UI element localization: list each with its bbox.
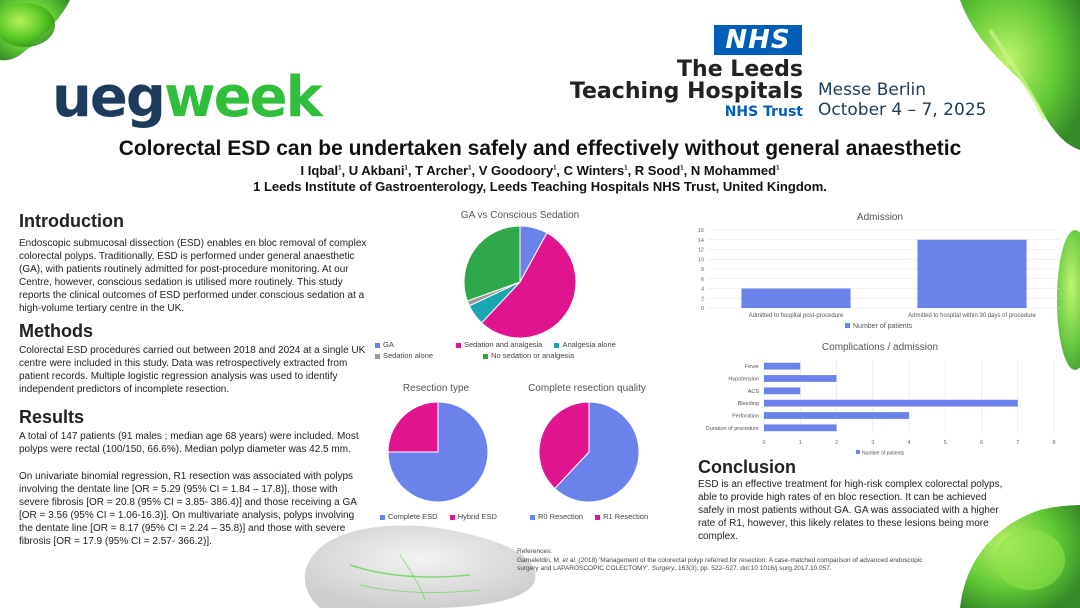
legend-swatch — [380, 515, 385, 520]
author-name: I Iqbal — [300, 163, 339, 178]
legend-label: Sedation and analgesia — [463, 340, 543, 349]
author-name: N Mohammed — [690, 163, 777, 178]
legend-label: Hybrid ESD — [457, 512, 497, 521]
y-tick-label: 4 — [700, 286, 704, 293]
legend-label: Analgesia alone — [562, 340, 616, 349]
bar-complication — [764, 375, 837, 382]
legend-swatch — [456, 343, 461, 348]
results-text-2: On univariate binomial regression, R1 resection was associated with polyps involving the dentate line [OR = 5.29 (95% CI = 1.84 – 17.8)], those with severe fibrosis [OR = 20.8 (95% CI = 3.85- 386.4)] and those receiving a GA [OR = 3.56 (95% CI = 1.06-16.3)]. On multivariate analysis, polyps involving the dentate line [OR = 8.17 (95% CI = 2.24 – 35.8)] and those with severe fibrosis [OR = 17.9 (95% CI = 2.57- 366.2)]. — [19, 471, 357, 547]
x-tick-label: 8 — [1052, 440, 1056, 446]
legend-swatch — [595, 515, 600, 520]
results-text-1: A total of 147 patients (91 males ; median age 68 years) were included. Most polyps were rectal (100/150, 66.6%). Median polyp diameter was 42.5 mm. — [19, 431, 359, 455]
logo-text-week: week — [163, 65, 321, 130]
trust-name-line3: NHS Trust — [724, 104, 803, 120]
legend-label: GA — [383, 340, 394, 349]
chart-title-complications: Complications / admission — [821, 342, 939, 353]
bar-admission — [917, 240, 1026, 308]
bar-complication — [764, 424, 837, 431]
affiliation: 1 Leeds Institute of Gastroenterology, Leeds Teaching Hospitals NHS Trust, United Kingdom. — [253, 179, 827, 194]
bar-complication — [764, 400, 1018, 407]
legend-item — [456, 340, 542, 349]
legend-label: R1 Resection — [603, 512, 649, 521]
nhs-logo: NHS — [714, 25, 802, 55]
pie-chart-resection-quality — [537, 400, 641, 504]
reference-text: Surgery — [651, 565, 675, 572]
legend-resection-quality — [530, 512, 670, 521]
y-tick-label: 8 — [700, 267, 704, 273]
chart-title-resection-quality: Complete resection quality — [528, 383, 646, 394]
legend-label: Complete ESD — [388, 512, 438, 521]
y-tick-label: 0 — [700, 306, 704, 312]
legend-swatch — [856, 450, 860, 454]
x-tick-label: Admitted to hospital within 30 days of procedure — [908, 313, 1036, 319]
references — [517, 548, 947, 574]
author-list: I Iqbal$^1$, U Akbani$^1$, T Archer$^1$, V Goodoory$^1$, C Winters$^1$, R Sood$^1$, N Mohammed$^1$ — [300, 163, 780, 178]
author-name: T Archer — [415, 163, 469, 178]
y-tick-label: 10 — [697, 257, 704, 264]
event-dates: October 4 – 7, 2025 — [818, 100, 987, 120]
y-tick-label: 12 — [697, 247, 704, 254]
conclusion-text: ESD is an effective treatment for high-risk complex colorectal polyps, able to provide high rates of en bloc resection. It can be achieved safely in most patients without GA. GA was associated with a higher rate of R1, however, this likely relates to these lesions being more complex. — [698, 479, 1003, 542]
introduction-heading: Introduction — [19, 211, 124, 231]
legend-resection-type — [380, 512, 520, 521]
pie-slice-hybrid-esd — [388, 402, 438, 452]
author-name: R Sood — [634, 163, 681, 178]
author-name: U Akbani — [348, 163, 405, 178]
author-affiliation-mark: 1 — [468, 165, 472, 172]
legend-label: Number of patients — [853, 323, 913, 330]
legend-swatch — [375, 354, 380, 359]
bar-chart-complications — [690, 356, 1070, 460]
chart-title-ga-vs-sedation: GA vs Conscious Sedation — [460, 210, 580, 221]
chart-title-resection-type: Resection type — [402, 383, 470, 394]
introduction-text: Endoscopic submucosal dissection (ESD) enables en bloc removal of complex colorectal polyps. Traditionally, ESD is performed under general anaesthetic (GA), with patients routinely admitted for post-procedure monitoring. At our Centre, however, conscious sedation is utilised more routinely. This study reports the clinical outcomes of ESD performed under conscious sedation at a high-volume tertiary centre in the UK. — [19, 238, 367, 314]
legend-item — [530, 512, 583, 521]
x-tick-label: 4 — [907, 440, 911, 446]
author-affiliation-mark: 1 — [553, 165, 557, 172]
x-tick-label: 2 — [834, 440, 839, 446]
y-tick-label: Duration of procedure — [705, 425, 759, 432]
x-tick-label: Admitted to hospital post-procedure — [748, 313, 844, 319]
poster-title: Colorectal ESD can be undertaken safely and effectively without general anaesthetic — [118, 137, 962, 160]
y-tick-label: Bleeding — [737, 401, 759, 408]
y-tick-label: Fever — [744, 364, 759, 371]
author-affiliation-mark: 1 — [624, 165, 628, 172]
x-tick-label: 3 — [871, 440, 875, 446]
ueg-week-logo — [52, 65, 321, 130]
reference-text: Gamaleldin, M. — [517, 556, 563, 564]
author-name: C Winters — [563, 163, 625, 178]
y-tick-label: 6 — [700, 276, 704, 283]
trust-name-line1: The Leeds — [677, 57, 803, 82]
legend-item — [595, 512, 648, 521]
methods-text: Colorectal ESD procedures carried out between 2018 and 2024 at a single UK centre were included in this study. Data was retrospectively extracted from patient records. Multiple logistic regression analysis was used to identify independent predictors of incomplete resection. — [19, 345, 366, 395]
results-heading: Results — [19, 407, 85, 427]
y-tick-label: 16 — [697, 228, 704, 234]
pie-chart-ga-vs-sedation — [462, 224, 578, 340]
references-heading: References: — [517, 548, 553, 555]
logo-text-ueg: ueg — [52, 65, 164, 130]
legend-label: Sedation alone — [383, 351, 434, 360]
x-tick-label: 1 — [798, 440, 802, 446]
legend-ga-vs-sedation — [375, 340, 675, 360]
x-tick-label: 7 — [1016, 440, 1020, 446]
legend-swatch — [483, 354, 488, 359]
legend-item — [483, 351, 574, 360]
legend-swatch — [554, 343, 559, 348]
reference-text: surgery and LAPAROSCOPIC COLECTOMY'. — [517, 565, 652, 572]
legend-item — [375, 351, 433, 360]
author-name: V Goodoory — [478, 163, 554, 178]
x-tick-label: 0 — [762, 440, 766, 446]
y-tick-label: ACS — [747, 388, 759, 395]
author-affiliation-mark: 1 — [776, 165, 780, 172]
author-affiliation-mark: 1 — [404, 165, 408, 172]
x-tick-label: 5 — [943, 440, 947, 446]
author-affiliation-mark: 1 — [338, 165, 342, 172]
legend-swatch — [375, 343, 380, 348]
legend-label: R0 Resection — [538, 512, 584, 521]
methods-heading: Methods — [19, 321, 93, 341]
reference-text: (2018) 'Management of the colorectal polyp referred for resection: A case-matched comparison of advanced endoscopic — [576, 556, 923, 564]
reference-text: et al. — [562, 556, 577, 564]
legend-item — [375, 340, 394, 349]
bar-admission — [741, 289, 850, 309]
reference-text: , 163(3), pp. 522–527. doi:10.1016/j.surg.2017.10.057. — [674, 565, 832, 572]
author-affiliation-mark: 1 — [680, 165, 684, 172]
conclusion-heading: Conclusion — [698, 457, 796, 477]
legend-item — [554, 340, 615, 349]
y-tick-label: Perforation — [732, 413, 759, 420]
legend-swatch — [450, 515, 455, 520]
legend-label: No sedation or analgesia — [491, 351, 575, 360]
event-venue: Messe Berlin — [818, 80, 927, 100]
y-tick-label: Hypotension — [728, 376, 759, 383]
legend-swatch — [845, 323, 850, 328]
y-tick-label: 14 — [697, 237, 704, 244]
reference-line-2 — [517, 565, 947, 574]
bar-complication — [764, 387, 800, 394]
bar-complication — [764, 363, 800, 370]
legend-item — [380, 512, 438, 521]
legend-item — [450, 512, 497, 521]
legend-swatch — [530, 515, 535, 520]
chart-title-admission: Admission — [856, 212, 904, 223]
reference-line-1 — [517, 557, 947, 566]
y-tick-label: 2 — [700, 296, 704, 303]
legend-label: Number of patients — [862, 450, 905, 457]
trust-name-line2: Teaching Hospitals — [569, 79, 803, 104]
bar-complication — [764, 412, 909, 419]
x-tick-label: 6 — [979, 440, 984, 446]
pie-chart-resection-type — [386, 400, 490, 504]
bar-chart-admission — [690, 222, 1070, 337]
